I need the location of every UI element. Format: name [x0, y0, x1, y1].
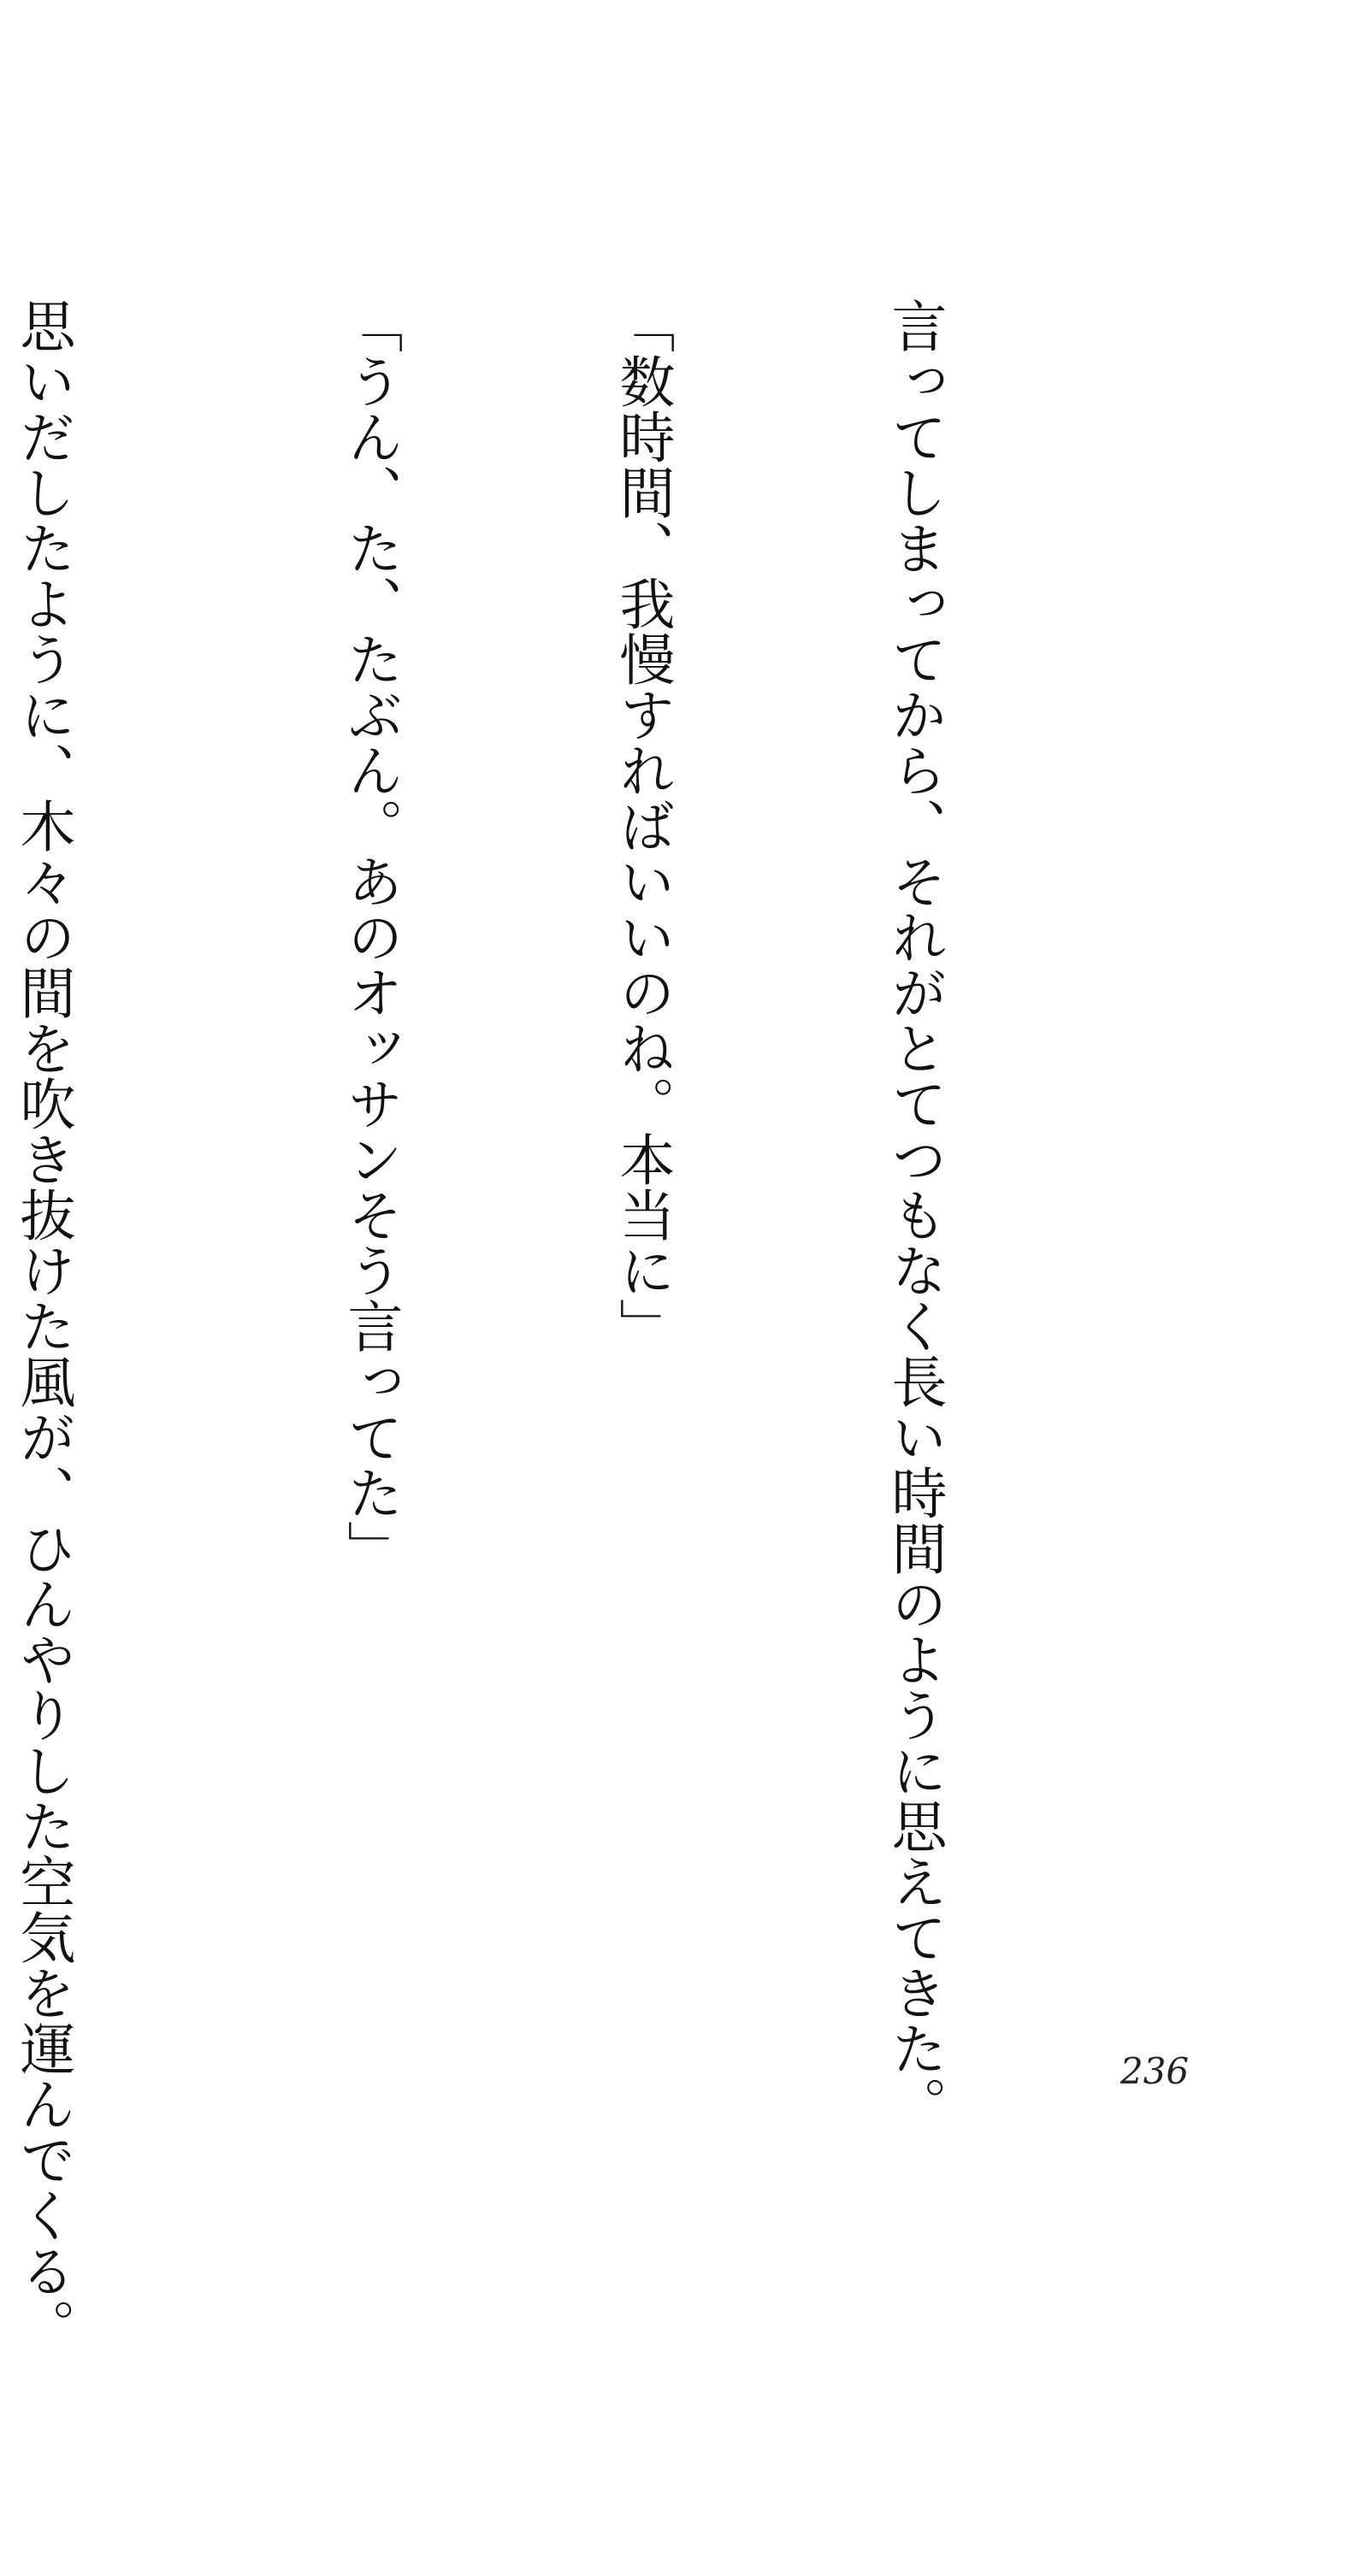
text-line: 「数時間、我慢すればいいのね。本当に」 — [610, 298, 674, 1353]
text-line: 言ってしまってから、それがとてつもなく長い時間のように思えてきた。 — [882, 298, 946, 2131]
text-line: 「うん、た、たぶん。あのオッサンそう言ってた」 — [338, 298, 402, 1576]
vertical-text-body — [10, 298, 1196, 2354]
text-line: 思いだしたように、木々の間を吹き抜けた風が、ひんやりした空気を運んでくる。 — [10, 298, 74, 2354]
page-number: 236 — [1120, 2050, 1190, 2092]
